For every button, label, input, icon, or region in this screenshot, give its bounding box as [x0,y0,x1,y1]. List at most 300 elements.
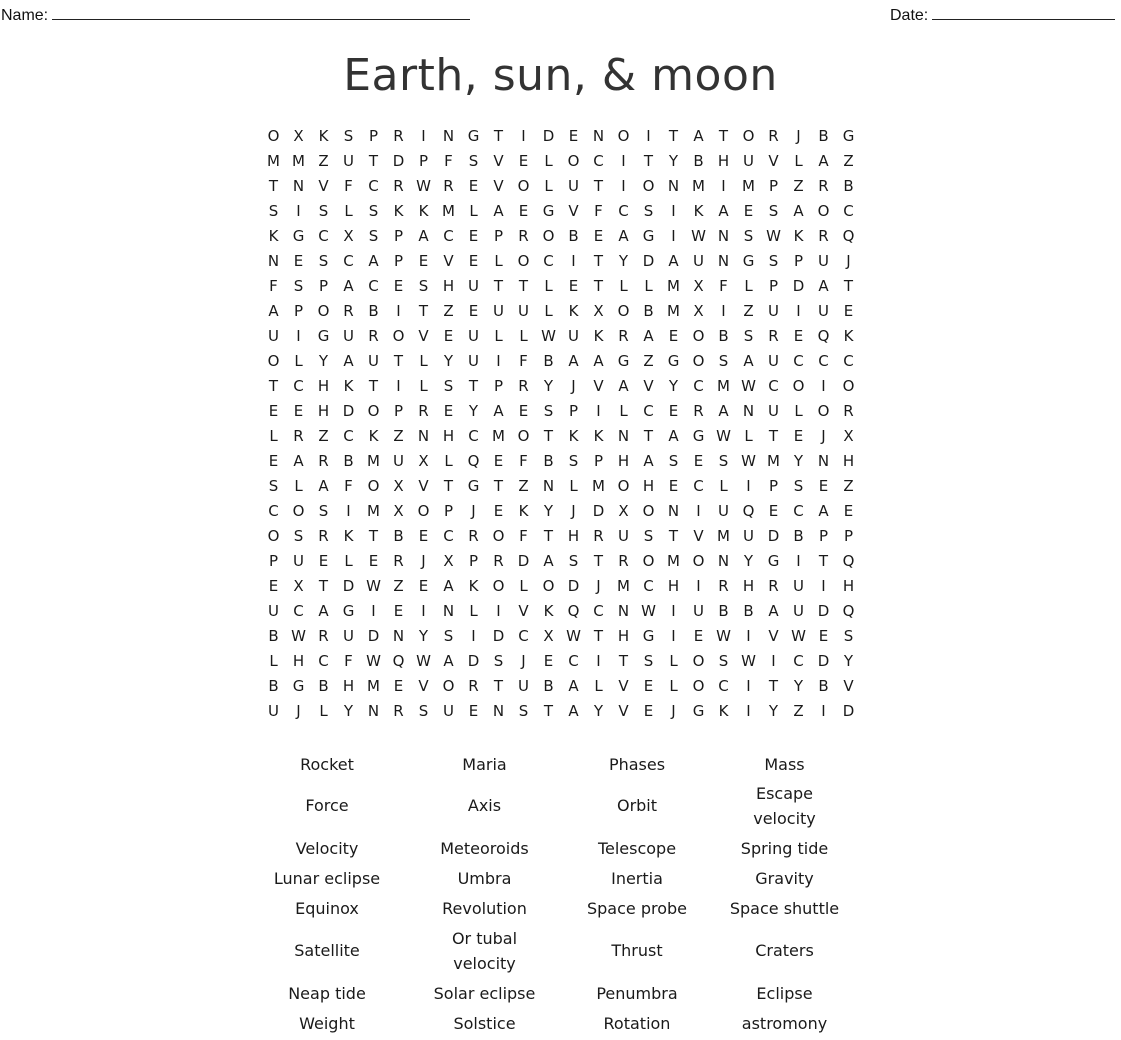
name-field[interactable] [1,4,470,26]
grid-letter: C [843,202,854,220]
grid-letter: V [843,677,854,695]
grid-letter: G [467,477,480,495]
grid-letter: D [542,127,555,145]
grid-letter: Y [543,502,554,520]
grid-letter: U [793,577,804,595]
grid-letter: L [519,577,528,595]
grid-letter: S [468,152,479,170]
grid-letter: X [693,277,704,295]
grid-letter: B [543,452,554,470]
grid-row [261,674,861,699]
grid-letter: I [621,177,626,195]
grid-letter: L [419,377,428,395]
word-item: Eclipse [756,983,813,1003]
grid-letter: E [493,502,504,520]
grid-letter: R [818,227,829,245]
grid-letter: I [296,202,301,220]
grid-letter: A [618,377,629,395]
grid-letter: L [269,427,278,445]
grid-letter: A [693,127,704,145]
grid-letter: H [292,652,305,670]
grid-letter: I [621,152,626,170]
grid-letter: C [518,627,529,645]
grid-letter: C [318,227,329,245]
grid-row [261,124,861,149]
grid-letter: T [318,577,329,595]
grid-letter: B [318,677,329,695]
grid-letter: H [667,577,680,595]
grid-letter: R [493,552,504,570]
grid-letter: A [543,552,554,570]
grid-letter: A [493,402,504,420]
grid-letter: U [743,527,754,545]
grid-letter: A [668,427,679,445]
grid-letter: I [821,377,826,395]
grid-letter: L [744,427,753,445]
grid-letter: T [443,477,454,495]
word-row [252,923,862,978]
grid-letter: W [716,427,731,445]
grid-letter: X [443,552,454,570]
grid-letter: P [593,452,604,470]
grid-letter: W [741,377,756,395]
grid-letter: H [617,627,630,645]
grid-letter: R [393,127,404,145]
grid-letter: A [318,602,329,620]
word-item: Space shuttle [729,898,840,918]
grid-letter: Y [743,552,754,570]
date-line[interactable] [932,4,1115,20]
grid-letter: E [818,477,829,495]
grid-letter: M [717,377,730,395]
grid-letter: S [318,202,329,220]
grid-letter: Q [842,602,855,620]
grid-letter: U [718,502,729,520]
grid-letter: L [519,327,528,345]
grid-letter: D [842,702,855,720]
grid-letter: L [719,477,728,495]
grid-letter: O [692,352,705,370]
grid-letter: I [471,627,476,645]
grid-letter: L [494,252,503,270]
grid-letter: E [568,277,579,295]
grid-letter: U [818,302,829,320]
grid-letter: E [518,202,529,220]
grid-row [261,524,861,549]
word-item: Weight [299,1013,355,1033]
grid-letter: B [568,227,579,245]
grid-letter: V [443,252,454,270]
grid-letter: M [592,477,605,495]
word-item: Equinox [295,898,359,918]
grid-letter: S [718,452,729,470]
grid-letter: S [743,327,754,345]
grid-letter: Q [817,327,830,345]
word-item: Space probe [586,898,687,918]
grid-letter: V [593,377,604,395]
grid-letter: W [291,627,306,645]
grid-letter: J [421,552,426,570]
grid-letter: S [643,527,654,545]
grid-letter: S [543,402,554,420]
grid-row [261,649,861,674]
word-item: Rotation [603,1013,671,1033]
grid-letter: R [393,552,404,570]
grid-letter: Q [842,227,855,245]
grid-letter: S [268,477,279,495]
grid-letter: R [618,552,629,570]
grid-letter: U [343,327,354,345]
grid-letter: M [742,177,755,195]
grid-letter: C [643,402,654,420]
grid-letter: U [793,602,804,620]
grid-letter: G [667,352,680,370]
grid-letter: I [596,652,601,670]
grid-letter: I [671,202,676,220]
word-item: Velocity [295,838,359,858]
grid-letter: M [292,152,305,170]
grid-letter: D [567,577,580,595]
grid-row [261,449,861,474]
word-item: Lunar eclipse [273,868,381,888]
grid-letter: L [294,477,303,495]
grid-letter: A [318,477,329,495]
grid-letter: A [618,227,629,245]
word-row [252,978,862,1008]
grid-letter: K [568,427,579,445]
grid-letter: U [568,177,579,195]
grid-letter: R [393,177,404,195]
grid-letter: A [343,277,354,295]
grid-letter: N [717,227,730,245]
grid-letter: Z [793,177,804,195]
grid-letter: T [518,277,529,295]
grid-letter: N [292,177,305,195]
grid-letter: E [543,652,554,670]
page-title: Earth, sun, & moon [343,50,778,101]
grid-letter: I [671,627,676,645]
grid-letter: J [821,427,826,445]
grid-letter: T [418,302,429,320]
grid-letter: L [744,277,753,295]
grid-letter: C [793,352,804,370]
grid-letter: W [366,577,381,595]
grid-letter: A [793,202,804,220]
name-line[interactable] [52,4,470,20]
grid-letter: D [792,277,805,295]
grid-letter: X [618,502,629,520]
grid-letter: O [442,677,455,695]
word-item: Meteoroids [440,838,529,858]
grid-letter: M [367,677,380,695]
grid-letter: R [768,127,779,145]
grid-letter: L [469,602,478,620]
grid-letter: J [796,127,801,145]
grid-letter: O [367,477,380,495]
grid-letter: O [692,327,705,345]
word-item: Craters [755,941,814,960]
grid-letter: O [817,402,830,420]
grid-letter: S [418,702,429,720]
grid-letter: Z [393,427,404,445]
grid-letter: P [768,477,779,495]
date-label: Date: [890,7,929,24]
grid-letter: N [392,627,405,645]
grid-letter: O [617,477,630,495]
grid-letter: A [293,452,304,470]
grid-letter: V [418,677,429,695]
grid-letter: T [493,277,504,295]
grid-letter: U [368,352,379,370]
grid-letter: O [317,302,330,320]
grid-letter: L [594,677,603,695]
grid-letter: V [768,152,779,170]
grid-letter: S [443,627,454,645]
grid-letter: O [617,127,630,145]
grid-letter: L [494,327,503,345]
grid-row [261,474,861,499]
grid-letter: Y [418,627,429,645]
grid-letter: C [318,652,329,670]
grid-letter: S [718,652,729,670]
grid-letter: P [493,377,504,395]
grid-letter: I [371,602,376,620]
grid-letter: P [318,277,329,295]
grid-letter: O [692,552,705,570]
grid-letter: A [368,252,379,270]
grid-letter: D [392,152,405,170]
grid-letter: T [593,552,604,570]
grid-letter: F [719,277,728,295]
grid-letter: P [393,402,404,420]
grid-letter: G [692,702,705,720]
grid-letter: D [817,652,830,670]
grid-letter: S [293,277,304,295]
grid-letter: C [368,177,379,195]
word-item: Inertia [611,868,663,888]
grid-letter: F [344,177,353,195]
grid-row [261,199,861,224]
grid-letter: P [493,227,504,245]
grid-letter: A [568,352,579,370]
grid-letter: O [642,552,655,570]
grid-letter: I [421,602,426,620]
grid-row [261,349,861,374]
grid-letter: Y [343,702,354,720]
grid-letter: E [393,602,404,620]
grid-letter: T [593,627,604,645]
grid-letter: S [318,502,329,520]
grid-letter: U [268,702,279,720]
grid-letter: X [418,452,429,470]
grid-letter: P [268,552,279,570]
grid-letter: U [693,252,704,270]
grid-letter: V [318,177,329,195]
grid-letter: M [267,152,280,170]
word-item: Escape velocity [753,783,816,828]
grid-letter: C [443,527,454,545]
grid-letter: F [594,202,603,220]
grid-letter: G [292,227,305,245]
grid-letter: I [746,677,751,695]
grid-letter: B [268,677,279,695]
word-item: Rocket [300,754,354,774]
grid-letter: R [843,402,854,420]
grid-letter: E [693,627,704,645]
grid-letter: S [343,127,354,145]
grid-letter: T [593,177,604,195]
grid-letter: W [791,627,806,645]
grid-letter: B [393,527,404,545]
grid-letter: G [342,602,355,620]
grid-letter: M [767,452,780,470]
grid-letter: V [418,327,429,345]
grid-letter: Y [468,402,479,420]
grid-letter: T [493,677,504,695]
grid-letter: N [617,602,630,620]
grid-letter: N [367,702,380,720]
grid-letter: M [492,427,505,445]
grid-letter: N [442,602,455,620]
grid-letter: S [318,252,329,270]
grid-letter: L [544,277,553,295]
grid-letter: B [743,602,754,620]
grid-letter: I [671,227,676,245]
grid-letter: W [366,652,381,670]
word-item: Force [305,796,349,815]
grid-letter: V [768,627,779,645]
grid-letter: K [568,302,579,320]
grid-letter: O [542,227,555,245]
word-item: Penumbra [596,983,678,1003]
grid-letter: E [493,452,504,470]
grid-letter: E [468,702,479,720]
grid-letter: E [468,177,479,195]
grid-letter: C [268,502,279,520]
grid-letter: L [569,477,578,495]
grid-letter: R [343,302,354,320]
grid-letter: T [493,127,504,145]
grid-letter: E [793,427,804,445]
grid-letter: U [343,627,354,645]
grid-letter: M [442,202,455,220]
grid-letter: I [396,302,401,320]
grid-row [261,374,861,399]
grid-letter: G [842,127,855,145]
grid-letter: G [317,327,330,345]
grid-letter: O [817,202,830,220]
grid-letter: D [467,652,480,670]
grid-letter: W [416,177,431,195]
date-field[interactable] [890,4,1115,26]
grid-letter: J [571,502,576,520]
grid-letter: R [318,527,329,545]
grid-letter: Z [743,302,754,320]
grid-letter: L [794,152,803,170]
grid-row [261,249,861,274]
word-row [252,863,862,893]
grid-letter: Z [518,477,529,495]
grid-letter: A [768,602,779,620]
grid-letter: M [667,302,680,320]
grid-letter: L [419,352,428,370]
grid-letter: O [642,177,655,195]
grid-letter: O [567,152,580,170]
grid-letter: H [742,577,755,595]
grid-letter: C [468,427,479,445]
grid-letter: O [517,177,530,195]
grid-letter: I [696,502,701,520]
grid-letter: J [571,377,576,395]
grid-letter: I [746,477,751,495]
grid-letter: Q [467,452,480,470]
grid-letter: B [368,302,379,320]
grid-letter: C [693,477,704,495]
grid-letter: P [568,402,579,420]
grid-letter: H [442,277,455,295]
grid-letter: G [642,627,655,645]
grid-letter: M [367,502,380,520]
grid-letter: M [667,552,680,570]
grid-letter: C [443,227,454,245]
grid-letter: R [518,227,529,245]
grid-letter: I [796,552,801,570]
grid-letter: I [721,302,726,320]
word-row [252,778,862,833]
word-item: Neap tide [288,983,366,1003]
grid-letter: A [593,352,604,370]
grid-letter: Y [593,702,604,720]
grid-letter: O [517,252,530,270]
grid-letter: V [618,702,629,720]
grid-letter: V [518,602,529,620]
grid-letter: H [842,452,855,470]
grid-letter: L [319,702,328,720]
grid-letter: G [742,252,755,270]
grid-letter: U [693,602,704,620]
grid-letter: Z [318,427,329,445]
grid-letter: L [669,652,678,670]
grid-row [261,324,861,349]
grid-letter: G [542,202,555,220]
grid-letter: B [818,677,829,695]
grid-letter: S [368,202,379,220]
word-item: Or tubal velocity [451,928,518,973]
grid-letter: Y [668,377,679,395]
grid-letter: K [393,202,404,220]
grid-row [261,149,861,174]
grid-letter: K [418,202,429,220]
grid-row [261,499,861,524]
grid-letter: L [644,277,653,295]
grid-letter: A [718,402,729,420]
grid-row [261,424,861,449]
grid-letter: N [267,252,280,270]
grid-letter: G [692,427,705,445]
grid-letter: B [793,527,804,545]
word-row [252,1008,862,1038]
grid-letter: N [492,702,505,720]
grid-letter: A [343,352,354,370]
grid-letter: T [268,377,279,395]
grid-letter: E [768,502,779,520]
grid-letter: D [517,552,530,570]
grid-letter: S [668,452,679,470]
grid-letter: F [519,452,528,470]
grid-letter: E [693,452,704,470]
grid-letter: J [846,252,851,270]
grid-letter: K [843,327,854,345]
